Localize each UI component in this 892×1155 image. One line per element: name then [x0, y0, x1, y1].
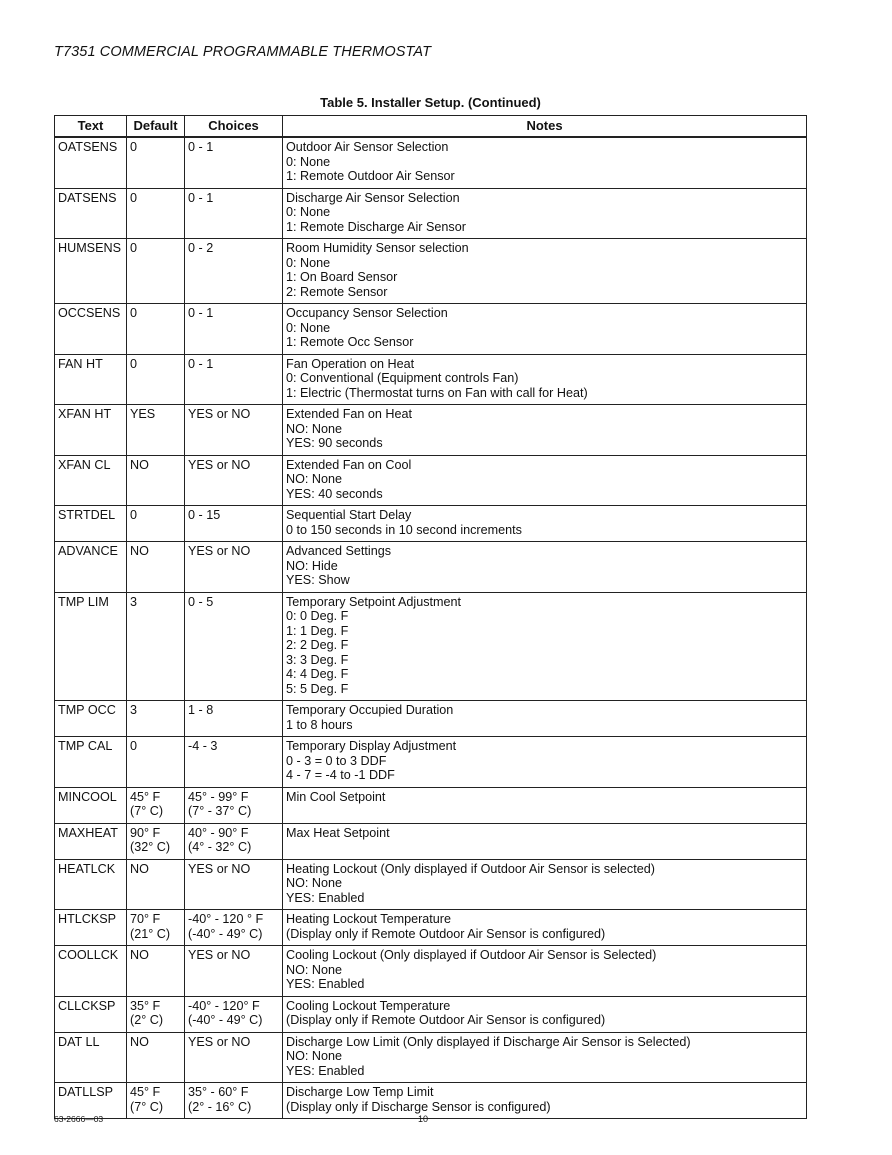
cell-notes [283, 354, 807, 405]
cell-choices [185, 996, 283, 1032]
cell-notes [283, 996, 807, 1032]
cell-choices-line: YES or NO [188, 948, 251, 962]
cell-choices [185, 137, 283, 188]
cell-default [127, 787, 185, 823]
page-header-title: T7351 COMMERCIAL PROGRAMMABLE THERMOSTAT [54, 44, 432, 60]
cell-notes-line: NO: None [286, 962, 342, 977]
header-row [55, 116, 807, 138]
cell-notes-line: YES: Show [286, 573, 350, 587]
cell-notes-line: Discharge Low Temp Limit [286, 1085, 434, 1099]
cell-choices [185, 787, 283, 823]
cell-choices [185, 592, 283, 701]
table-row [55, 455, 807, 506]
cell-notes-line: Occupancy Sensor Selection [286, 306, 448, 320]
cell-notes [283, 946, 807, 997]
cell-notes-line: 0: None [286, 205, 331, 219]
cell-choices [185, 737, 283, 788]
cell-default [127, 405, 185, 456]
cell-notes-line: 0: 0 Deg. F [286, 609, 349, 623]
cell-text: OATSENS [55, 137, 127, 188]
cell-choices-line: 35° - 60° F [188, 1085, 249, 1099]
cell-text: HEATLCK [55, 859, 127, 910]
cell-notes-line: YES: Enabled [286, 1063, 365, 1078]
cell-notes-line: YES: 90 seconds [286, 436, 383, 450]
cell-choices-line: YES or NO [188, 457, 251, 472]
column-header-notes: Notes [283, 116, 807, 138]
table-row [55, 239, 807, 304]
cell-notes-line: NO: None [286, 472, 342, 486]
cell-notes-line: 0: None [286, 154, 331, 169]
cell-notes [283, 137, 807, 188]
cell-default-line: 0 [130, 241, 138, 255]
cell-default-line: 0 [130, 508, 138, 522]
cell-notes-line: 5: 5 Deg. F [286, 681, 349, 696]
cell-default-line: NO [130, 544, 149, 558]
cell-notes-line: 0: None [286, 255, 331, 270]
cell-choices-line: 45° - 99° F [188, 789, 249, 804]
table-row [55, 1083, 807, 1119]
cell-notes [283, 737, 807, 788]
cell-choices-line: YES or NO [188, 544, 251, 558]
cell-text: HTLCKSP [55, 910, 127, 946]
cell-notes-line: 0 - 3 = 0 to 3 DDF [286, 753, 387, 768]
cell-default-line: NO [130, 861, 149, 876]
column-header-default: Default [127, 116, 185, 138]
cell-notes-line: 1 to 8 hours [286, 717, 353, 732]
cell-text: DATLLSP [55, 1083, 127, 1119]
table-row [55, 1032, 807, 1083]
cell-choices-line: (-40° - 49° C) [188, 1013, 263, 1027]
cell-notes-line: Min Cool Setpoint [286, 789, 386, 804]
cell-notes-line: (Display only if Remote Outdoor Air Sensor is configured) [286, 926, 606, 941]
cell-notes-line: 4: 4 Deg. F [286, 667, 349, 681]
cell-choices [185, 946, 283, 997]
cell-notes [283, 542, 807, 593]
cell-default-line: 45° F [130, 1085, 161, 1099]
cell-default [127, 1032, 185, 1083]
cell-text: COOLLCK [55, 946, 127, 997]
cell-choices [185, 304, 283, 355]
cell-notes-line: 1: Remote Discharge Air Sensor [286, 219, 466, 234]
table-row [55, 592, 807, 701]
cell-notes [283, 859, 807, 910]
cell-default [127, 701, 185, 737]
cell-notes-line: 4 - 7 = -4 to -1 DDF [286, 768, 395, 782]
table-row [55, 405, 807, 456]
cell-notes [283, 1083, 807, 1119]
cell-default [127, 910, 185, 946]
cell-notes-line: 1: 1 Deg. F [286, 623, 349, 638]
column-header-text: Text [55, 116, 127, 138]
cell-default-line: 3 [130, 703, 138, 717]
cell-notes-line: Temporary Display Adjustment [286, 739, 457, 753]
cell-notes-line: Heating Lockout (Only displayed if Outdoor Air Sensor is selected) [286, 861, 655, 876]
cell-notes [283, 304, 807, 355]
cell-choices-line: (-40° - 49° C) [188, 926, 263, 941]
cell-default-line: 35° F [130, 998, 161, 1013]
cell-notes [283, 823, 807, 859]
cell-notes [283, 188, 807, 239]
cell-default-line: 70° F [130, 912, 161, 926]
cell-notes [283, 455, 807, 506]
cell-notes-line: Fan Operation on Heat [286, 356, 415, 371]
cell-text: TMP CAL [55, 737, 127, 788]
cell-choices-line: 1 - 8 [188, 703, 214, 717]
table-row [55, 787, 807, 823]
cell-text: DATSENS [55, 188, 127, 239]
table-body [55, 137, 807, 1119]
cell-default-line: 0 [130, 140, 138, 154]
table-row [55, 506, 807, 542]
cell-default [127, 996, 185, 1032]
footer-doc-number: 63-2666—03 [54, 1114, 104, 1124]
table-row [55, 946, 807, 997]
cell-text: FAN HT [55, 354, 127, 405]
cell-text: XFAN HT [55, 405, 127, 456]
cell-default-line: 0 [130, 739, 138, 753]
cell-choices-line: (2° - 16° C) [188, 1099, 252, 1114]
cell-default-line: 45° F [130, 789, 161, 804]
table-header [55, 116, 807, 138]
cell-notes-line: Extended Fan on Cool [286, 457, 412, 472]
cell-notes-line: 2: Remote Sensor [286, 284, 388, 299]
cell-default-line: 3 [130, 594, 138, 609]
table-row [55, 859, 807, 910]
cell-default [127, 737, 185, 788]
table-caption: Table 5. Installer Setup. (Continued) [320, 95, 541, 110]
cell-notes-line: 0: Conventional (Equipment controls Fan) [286, 371, 519, 385]
cell-text: DAT LL [55, 1032, 127, 1083]
cell-notes [283, 405, 807, 456]
table-row [55, 823, 807, 859]
cell-choices [185, 910, 283, 946]
cell-choices [185, 542, 283, 593]
table-row [55, 354, 807, 405]
table-row [55, 910, 807, 946]
cell-choices-line: 0 - 1 [188, 306, 214, 320]
column-header-choices: Choices [185, 116, 283, 138]
cell-notes-line: Max Heat Setpoint [286, 825, 390, 840]
cell-notes-line: Temporary Setpoint Adjustment [286, 594, 462, 609]
cell-choices-line: 0 - 5 [188, 594, 214, 609]
cell-default [127, 304, 185, 355]
cell-choices-line: YES or NO [188, 407, 251, 421]
cell-notes-line: NO: None [286, 876, 342, 890]
cell-text: CLLCKSP [55, 996, 127, 1032]
cell-notes-line: Extended Fan on Heat [286, 407, 413, 421]
cell-text: STRTDEL [55, 506, 127, 542]
cell-notes-line: YES: Enabled [286, 890, 365, 905]
cell-notes-line: Cooling Lockout Temperature [286, 998, 451, 1013]
cell-default [127, 137, 185, 188]
cell-default-line: (32° C) [130, 840, 171, 854]
cell-default-line: NO [130, 948, 149, 962]
table-row [55, 188, 807, 239]
cell-default [127, 188, 185, 239]
installer-setup-table [54, 115, 807, 1119]
cell-choices-line: YES or NO [188, 861, 251, 876]
cell-notes-line: (Display only if Remote Outdoor Air Sensor is configured) [286, 1013, 606, 1027]
cell-notes-line: 0 to 150 seconds in 10 second increments [286, 522, 522, 537]
cell-text: TMP LIM [55, 592, 127, 701]
cell-default-line: 0 [130, 190, 138, 205]
cell-choices-line: 0 - 1 [188, 190, 214, 205]
table-row [55, 304, 807, 355]
footer-page-number: 10 [418, 1114, 429, 1124]
table-row [55, 737, 807, 788]
cell-choices [185, 506, 283, 542]
cell-default-line: (21° C) [130, 926, 171, 941]
cell-choices [185, 239, 283, 304]
cell-default-line: (7° C) [130, 1099, 164, 1114]
cell-choices [185, 1083, 283, 1119]
cell-default [127, 859, 185, 910]
cell-choices [185, 455, 283, 506]
cell-default-line: (7° C) [130, 804, 164, 818]
cell-notes-line: (Display only if Discharge Sensor is configured) [286, 1099, 551, 1114]
cell-choices [185, 859, 283, 910]
cell-default-line: 90° F [130, 825, 161, 840]
table-row [55, 542, 807, 593]
cell-choices [185, 701, 283, 737]
cell-text: XFAN CL [55, 455, 127, 506]
cell-notes [283, 910, 807, 946]
cell-notes [283, 506, 807, 542]
cell-notes-line: Temporary Occupied Duration [286, 703, 454, 717]
cell-text: MAXHEAT [55, 823, 127, 859]
cell-text: HUMSENS [55, 239, 127, 304]
cell-notes-line: 3: 3 Deg. F [286, 652, 349, 667]
table-row [55, 701, 807, 737]
cell-default [127, 1083, 185, 1119]
cell-notes-line: Discharge Air Sensor Selection [286, 190, 460, 205]
table-row [55, 996, 807, 1032]
cell-choices-line: 0 - 15 [188, 508, 221, 522]
cell-notes [283, 1032, 807, 1083]
cell-default [127, 455, 185, 506]
cell-choices-line: (7° - 37° C) [188, 804, 252, 818]
cell-notes-line: Heating Lockout Temperature [286, 912, 451, 926]
cell-text: OCCSENS [55, 304, 127, 355]
cell-notes-line: Discharge Low Limit (Only displayed if Discharge Air Sensor is Selected) [286, 1034, 691, 1049]
cell-default [127, 506, 185, 542]
cell-text: ADVANCE [55, 542, 127, 593]
cell-notes-line: 1: Remote Outdoor Air Sensor [286, 169, 455, 183]
cell-notes-line: Room Humidity Sensor selection [286, 241, 469, 255]
cell-default-line: (2° C) [130, 1013, 164, 1027]
cell-notes [283, 592, 807, 701]
cell-notes-line: 1: Electric (Thermostat turns on Fan with call for Heat) [286, 385, 588, 400]
cell-default-line: YES [130, 407, 156, 421]
cell-notes [283, 701, 807, 737]
cell-default [127, 354, 185, 405]
cell-choices [185, 405, 283, 456]
cell-choices-line: YES or NO [188, 1034, 251, 1049]
cell-default [127, 823, 185, 859]
cell-default-line: 0 [130, 306, 138, 320]
cell-notes-line: 1: Remote Occ Sensor [286, 335, 414, 349]
cell-choices [185, 354, 283, 405]
cell-notes-line: 1: On Board Sensor [286, 270, 398, 284]
cell-notes-line: Advanced Settings [286, 544, 392, 558]
cell-notes [283, 787, 807, 823]
cell-choices-line: 0 - 1 [188, 140, 214, 154]
cell-choices-line: -40° - 120 ° F [188, 912, 264, 926]
cell-notes-line: 0: None [286, 320, 331, 335]
cell-text: MINCOOL [55, 787, 127, 823]
cell-choices-line: (4° - 32° C) [188, 840, 252, 854]
cell-notes-line: Sequential Start Delay [286, 508, 412, 522]
cell-notes-line: NO: None [286, 1049, 342, 1063]
cell-notes-line: NO: Hide [286, 558, 338, 573]
cell-choices-line: 40° - 90° F [188, 825, 249, 840]
cell-default [127, 542, 185, 593]
cell-text: TMP OCC [55, 701, 127, 737]
cell-notes-line: Outdoor Air Sensor Selection [286, 140, 449, 154]
cell-choices [185, 823, 283, 859]
cell-notes-line: YES: Enabled [286, 977, 365, 991]
cell-default [127, 592, 185, 701]
cell-choices [185, 188, 283, 239]
cell-default-line: 0 [130, 356, 138, 371]
cell-notes [283, 239, 807, 304]
cell-choices-line: -4 - 3 [188, 739, 218, 753]
cell-notes-line: YES: 40 seconds [286, 486, 383, 501]
table-row [55, 137, 807, 188]
cell-notes-line: 2: 2 Deg. F [286, 638, 349, 652]
cell-default [127, 239, 185, 304]
cell-choices [185, 1032, 283, 1083]
cell-choices-line: 0 - 2 [188, 241, 214, 255]
cell-notes-line: Cooling Lockout (Only displayed if Outdoor Air Sensor is Selected) [286, 948, 657, 962]
cell-notes-line: NO: None [286, 421, 342, 436]
cell-choices-line: 0 - 1 [188, 356, 214, 371]
cell-default-line: NO [130, 1034, 149, 1049]
cell-choices-line: -40° - 120° F [188, 998, 260, 1013]
cell-default [127, 946, 185, 997]
cell-default-line: NO [130, 457, 149, 472]
